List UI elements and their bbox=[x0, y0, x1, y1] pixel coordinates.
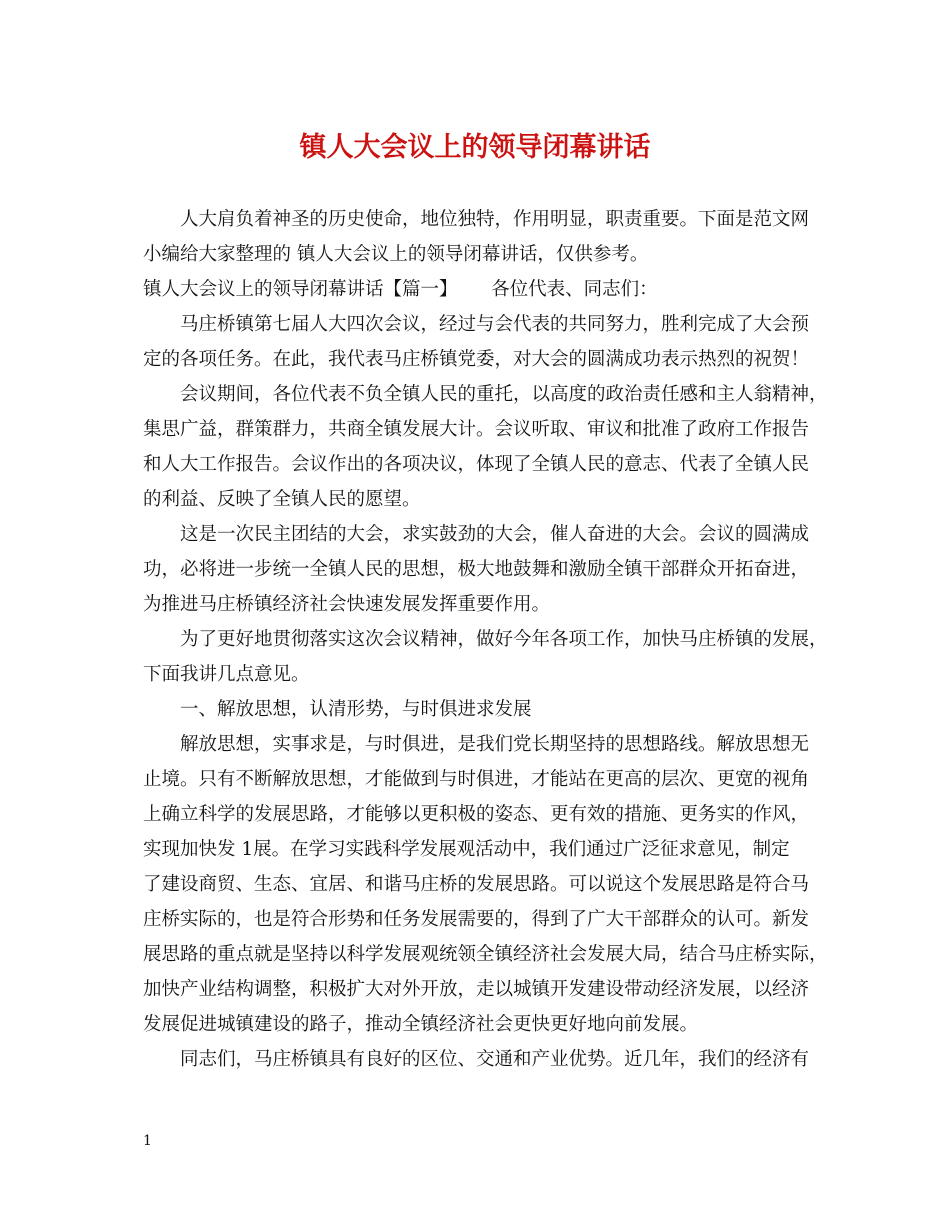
page-number: 1 bbox=[143, 1133, 152, 1149]
text-line: 会议期间，各位代表不负全镇人民的重托，以高度的政治责任感和主人翁精神， bbox=[143, 384, 828, 405]
text-line: 加快产业结构调整，积极扩大对外开放，走以城镇开发建设带动经济发展，以经济 bbox=[143, 979, 810, 1000]
text-line: 了建设商贸、生态、宜居、和谐马庄桥的发展思路。可以说这个发展思路是符合马 bbox=[143, 874, 810, 895]
text-line: 这是一次民主团结的大会，求实鼓劲的大会，催人奋进的大会。会议的圆满成 bbox=[143, 524, 810, 545]
text-line: 解放思想，实事求是，与时俱进，是我们党长期坚持的思想路线。解放思想无 bbox=[143, 734, 810, 755]
text-line: 同志们，马庄桥镇具有良好的区位、交通和产业优势。近几年，我们的经济有 bbox=[143, 1049, 810, 1070]
text-line: 为了更好地贯彻落实这次会议精神，做好今年各项工作，加快马庄桥镇的发展， bbox=[143, 629, 828, 650]
text-line: 为推进马庄桥镇经济社会快速发展发挥重要作用。 bbox=[143, 594, 551, 615]
text-line: 功，必将进一步统一全镇人民的思想，极大地鼓舞和激励全镇干部群众开拓奋进， bbox=[143, 559, 810, 580]
text-line: 庄桥实际的，也是符合形势和任务发展需要的，得到了广大干部群众的认可。新发 bbox=[143, 909, 810, 930]
text-line: 下面我讲几点意见。 bbox=[143, 664, 310, 685]
text-line: 和人大工作报告。会议作出的各项决议，体现了全镇人民的意志、代表了全镇人民 bbox=[143, 454, 810, 475]
text-line: 发展促进城镇建设的路子，推动全镇经济社会更快更好地向前发展。 bbox=[143, 1014, 699, 1035]
text-line: 上确立科学的发展思路，才能够以更积极的姿态、更有效的措施、更务实的作风， bbox=[143, 804, 810, 825]
text-line: 人大肩负着神圣的历史使命，地位独特，作用明显，职责重要。下面是范文网 bbox=[143, 209, 810, 230]
text-line: 马庄桥镇第七届人大四次会议，经过与会代表的共同努力，胜利完成了大会预 bbox=[143, 314, 810, 335]
text-line: 集思广益，群策群力，共商全镇发展大计。会议听取、审议和批准了政府工作报告 bbox=[143, 419, 810, 440]
text-line: 的利益、反映了全镇人民的愿望。 bbox=[143, 489, 421, 510]
text-line: 镇人大会议上的领导闭幕讲话【篇一】 各位代表、同志们： bbox=[143, 279, 658, 300]
text-line: 展思路的重点就是坚持以科学发展观统领全镇经济社会发展大局，结合马庄桥实际， bbox=[143, 944, 828, 965]
text-line: 实现加快发 1展。在学习实践科学发展观活动中，我们通过广泛征求意见，制定 bbox=[143, 839, 790, 860]
section-heading: 一、解放思想，认清形势，与时俱进求发展 bbox=[143, 699, 532, 720]
text-line: 止境。只有不断解放思想，才能做到与时俱进，才能站在更高的层次、更宽的视角 bbox=[143, 769, 810, 790]
text-line: 定的各项任务。在此，我代表马庄桥镇党委，对大会的圆满成功表示热烈的祝贺！ bbox=[143, 349, 810, 370]
text-line: 小编给大家整理的 镇人大会议上的领导闭幕讲话，仅供参考。 bbox=[143, 244, 649, 265]
document-title: 镇人大会议上的领导闭幕讲话 bbox=[299, 132, 651, 163]
